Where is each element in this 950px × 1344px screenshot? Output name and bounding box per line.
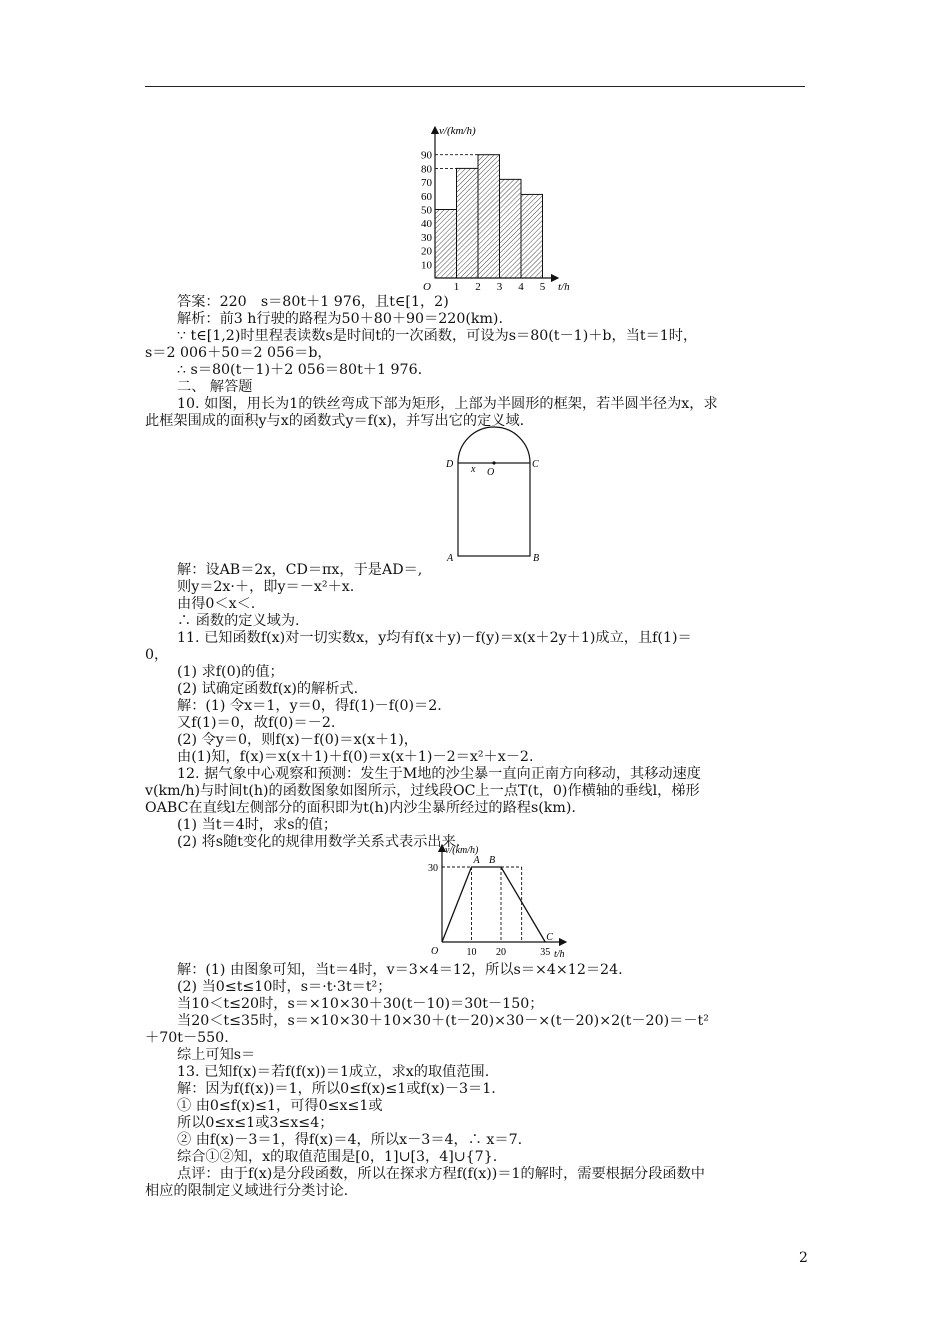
x-axis-label: t/h	[554, 949, 565, 960]
problem-12-line: v(km/h)与时间t(h)的函数图象如图所示，过线段OC上一点T(t，0)作横轴的垂线l，梯形	[145, 783, 700, 799]
solution-line: ② 由f(x)－3＝1，得f(x)＝4，所以x－3＝4，∴ x＝7.	[177, 1132, 523, 1148]
center-label: O	[487, 467, 495, 478]
solution-line: 解：(1) 令x＝1，y＝0，得f(1)－f(0)＝2.	[177, 698, 442, 714]
y-tick-label: 90	[421, 149, 432, 162]
y-tick-label: 30	[421, 231, 432, 244]
velocity-line	[442, 867, 545, 942]
text-line: ∴ s＝80(t－1)＋2 056＝80t＋1 976.	[177, 362, 423, 378]
problem-11-line: (1) 求f(0)的值；	[177, 664, 284, 680]
solution-line: ∴ 函数的定义域为.	[177, 613, 300, 629]
problem-11-line: 11. 已知函数f(x)对一切实数x，y均有f(x＋y)－f(y)＝x(x＋2y＋1)成立，且f(1)＝	[177, 630, 692, 646]
x-tick-label: 35	[540, 947, 551, 958]
solution-line: 解：因为f(f(x))＝1，所以0≤f(x)≤1或f(x)－3＝1.	[177, 1081, 496, 1097]
solution-line: 所以0≤x≤1或3≤x≤4；	[177, 1115, 334, 1131]
x-axis-label: t/h	[558, 281, 570, 293]
y-tick-label: 40	[421, 218, 432, 231]
histogram-bar	[500, 179, 522, 278]
histogram-bar	[521, 194, 543, 278]
point-b-label: B	[489, 855, 496, 866]
page-number: 2	[799, 1250, 808, 1266]
y-tick-label: 30	[428, 863, 438, 874]
solution-line: 由(1)知，f(x)＝x(x＋1)＋f(0)＝x(x＋1)－2＝x²＋x－2.	[177, 749, 534, 765]
x-tick-label: 1	[453, 281, 460, 293]
point-b-label: B	[533, 553, 540, 564]
section-heading: 二、 解答题	[177, 379, 253, 395]
y-axis-label: v/(km/h)	[439, 125, 476, 137]
problem-13-line: 13. 已知f(x)＝若f(f(x))＝1成立，求x的取值范围.	[177, 1064, 490, 1080]
solution-line: 由得0＜x＜.	[177, 596, 256, 612]
problem-12-line: (1) 当t＝4时，求s的值；	[177, 817, 338, 833]
solution-line: 当10＜t≤20时，s＝×10×30＋30(t－10)＝30t－150；	[177, 996, 544, 1012]
analysis-line: 解析：前3 h行驶的路程为50＋80＋90＝220(km).	[177, 311, 503, 327]
text-line: ∵ t∈[1,2)时里程表读数s是时间t的一次函数，可设为s＝80(t－1)＋b，当t＝1时，	[177, 328, 698, 344]
y-tick-label: 10	[421, 259, 432, 272]
velocity-time-graph	[408, 840, 573, 960]
radius-label: x	[471, 464, 476, 475]
solution-line: (2) 令y＝0，则f(x)－f(0)＝x(x＋1)，	[177, 732, 418, 748]
problem-12-line: OABC在直线l左侧部分的面积即为t(h)内沙尘暴所经过的路程s(km).	[145, 800, 576, 816]
problem-11-line: (2) 试确定函数f(x)的解析式.	[177, 681, 359, 697]
solution-line: ＋70t－550.	[145, 1030, 229, 1046]
solution-line: 综上可知s＝	[177, 1047, 256, 1063]
origin-label: O	[423, 281, 431, 293]
solution-line: 解：(1) 由图象可知，当t＝4时，v＝3×4＝12，所以s＝×4×12＝24.	[177, 962, 623, 978]
x-tick-label: 2	[475, 281, 481, 293]
origin-label: O	[431, 946, 439, 957]
y-axis-label: v/(km/h)	[445, 845, 479, 856]
problem-10-line: 此框架围成的面积y与x的函数式y＝f(x)，并写出它的定义域.	[145, 413, 525, 429]
y-tick-label: 70	[421, 177, 432, 190]
histogram-bar	[435, 210, 457, 279]
solution-line: (2) 当0≤t≤10时，s＝·t·3t＝t²；	[177, 979, 392, 995]
solution-line: 当20＜t≤35时，s＝×10×30＋10×30＋(t－20)×30－×(t－20)×2(t－20)＝－t²	[177, 1013, 709, 1029]
solution-line: 又f(1)＝0，故f(0)＝－2.	[177, 715, 336, 731]
speed-histogram	[395, 120, 575, 295]
header-rule	[145, 86, 805, 87]
y-tick-label: 20	[421, 245, 432, 258]
x-tick-label: 3	[496, 281, 503, 293]
problem-12-line: 12. 据气象中心观察和预测：发生于M地的沙尘暴一直向正南方向移动，其移动速度	[177, 766, 701, 782]
y-tick-label: 60	[421, 190, 432, 203]
problem-11-line: 0，	[145, 647, 169, 663]
solution-line: ① 由0≤f(x)≤1，可得0≤x≤1或	[177, 1098, 383, 1114]
text-line: s＝2 006＋50＝2 056＝b，	[145, 345, 332, 361]
solution-line: 综合①②知，x的取值范围是[0，1]∪[3，4]∪{7}.	[177, 1149, 498, 1165]
y-tick-label: 80	[421, 163, 432, 176]
solution-line: 解：设AB＝2x，CD＝πx，于是AD＝,	[177, 562, 423, 578]
point-c-label: C	[532, 459, 539, 470]
problem-12-line: (2) 将s随t变化的规律用数学关系式表示出来.	[177, 834, 461, 850]
x-tick-label: 10	[466, 947, 477, 958]
point-a-label: A	[473, 855, 480, 866]
wire-frame-figure	[440, 425, 550, 565]
y-tick-label: 50	[421, 204, 432, 217]
histogram-bar	[478, 155, 500, 278]
problem-10-line: 10. 如图，用长为1的铁丝弯成下部为矩形，上部为半圆形的框架，若半圆半径为x，求	[177, 396, 718, 412]
point-a-label: A	[447, 553, 454, 564]
answer-line: 答案：220 s＝80t＋1 976，且t∈[1，2)	[177, 294, 449, 310]
x-tick-label: 4	[518, 281, 524, 293]
point-c-label: C	[546, 932, 553, 943]
comment-line: 相应的限制定义域进行分类讨论.	[145, 1183, 349, 1199]
x-tick-label: 5	[539, 281, 546, 293]
solution-line: 则y＝2x·＋，即y＝－x²＋x.	[177, 579, 355, 595]
x-tick-label: 20	[496, 947, 506, 958]
histogram-bar	[457, 168, 479, 278]
point-d-label: D	[446, 459, 454, 470]
comment-line: 点评：由于f(x)是分段函数，所以在探求方程f(f(x))＝1的解时，需要根据分段函数中	[177, 1166, 705, 1182]
